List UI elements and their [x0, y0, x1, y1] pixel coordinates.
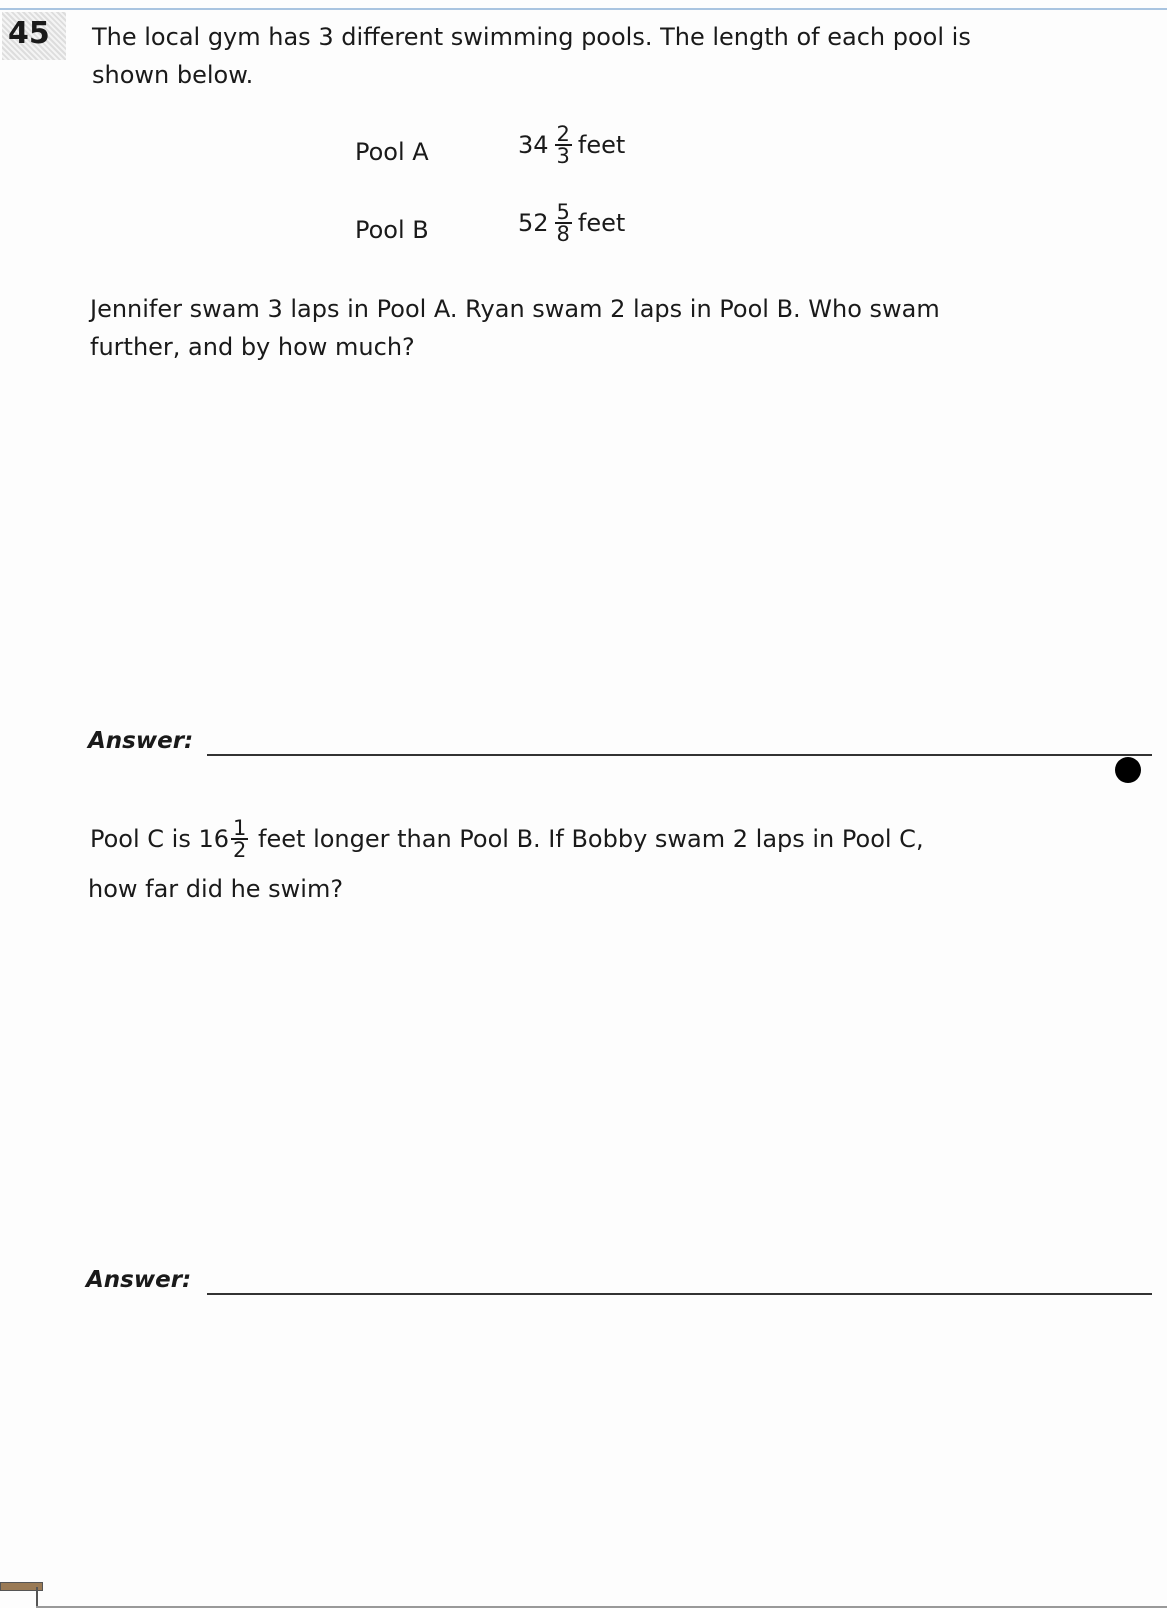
- part1-line-1: Jennifer swam 3 laps in Pool A. Ryan swam 2 laps in Pool B. Who swam: [90, 295, 940, 323]
- unit: feet: [577, 209, 626, 237]
- fraction: [555, 124, 572, 166]
- whole: 34: [518, 131, 549, 159]
- bullet-dot: [1115, 757, 1141, 783]
- pool-b-label: Pool B: [355, 216, 429, 244]
- part2-post: feet longer than Pool B. If Bobby swam 2 laps in Pool C,: [258, 825, 924, 853]
- numerator: 1: [233, 816, 247, 840]
- part2-line-2: how far did he swim?: [88, 875, 344, 903]
- pool-b-length: [518, 202, 625, 244]
- answer-label-1: Answer:: [88, 728, 194, 754]
- top-rule: [0, 8, 1167, 10]
- denominator: 8: [556, 222, 570, 246]
- part2-pre: Pool C is: [90, 825, 191, 853]
- answer-line-2[interactable]: [207, 1293, 1152, 1295]
- whole: 52: [518, 209, 549, 237]
- question-number: 45: [2, 12, 66, 60]
- part1-line-2: further, and by how much?: [90, 333, 415, 361]
- numerator: 2: [556, 122, 570, 146]
- denominator: 3: [556, 144, 570, 168]
- fraction: [231, 818, 248, 860]
- answer-label-2: Answer:: [86, 1267, 192, 1293]
- intro-line-1: The local gym has 3 different swimming pools. The length of each pool is: [92, 23, 971, 51]
- pool-a-label: Pool A: [355, 138, 429, 166]
- pool-a-length: [518, 124, 625, 166]
- footer-divider: [36, 1587, 38, 1608]
- intro-line-2: shown below.: [92, 61, 254, 89]
- answer-line-1[interactable]: [207, 754, 1152, 756]
- fraction: [555, 202, 572, 244]
- whole: 16: [198, 825, 230, 853]
- denominator: 2: [233, 838, 247, 862]
- numerator: 5: [556, 200, 570, 224]
- part2-line-1: [90, 818, 924, 860]
- unit: feet: [577, 131, 626, 159]
